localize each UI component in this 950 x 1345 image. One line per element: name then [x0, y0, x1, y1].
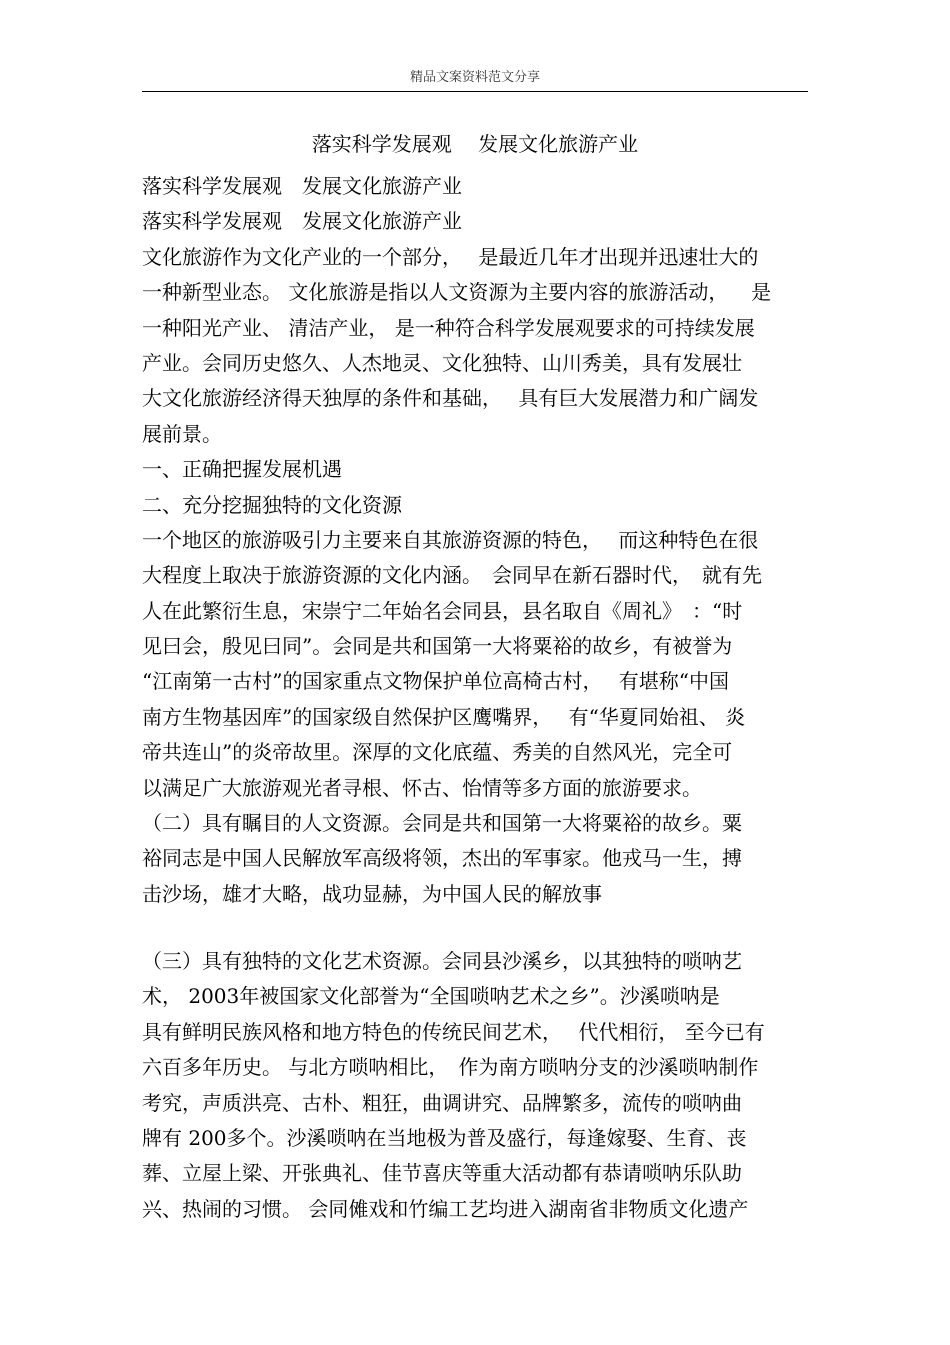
text-line: 牌有 200多个。沙溪唢呐在当地极为普及盛行，每逢嫁娶、生育、丧: [142, 1125, 747, 1150]
text-line: 大程度上取决于旅游资源的文化内涵。 会同早在新石器时代， 就有先: [142, 563, 762, 588]
text-line: 术， 2003年被国家文化部誉为“全国唢呐艺术之乡”。沙溪唢呐是: [142, 984, 720, 1009]
text-line: 一种阳光产业、 清洁产业， 是一种符合科学发展观要求的可持续发展: [142, 315, 755, 340]
text-line: 一、正确把握发展机遇: [142, 457, 342, 482]
text-line: （二）具有瞩目的人文资源。会同是共和国第一大将粟裕的故乡。粟: [142, 811, 742, 836]
text-line: 击沙场，雄才大略，战功显赫，为中国人民的解放事: [142, 881, 602, 906]
text-line: 考究，声质洪亮、古朴、粗狂，曲调讲究、品牌繁多，流传的唢呐曲: [142, 1090, 742, 1115]
text-line: 落实科学发展观 发展文化旅游产业: [142, 174, 462, 198]
body-text-part-1: [142, 169, 808, 912]
text-line: 产业。会同历史悠久、人杰地灵、文化独特、山川秀美，具有发展壮: [142, 350, 742, 375]
text-line: 二、充分挖掘独特的文化资源: [142, 492, 402, 517]
text-line: 裕同志是中国人民解放军高级将领，杰出的军事家。他戎马一生，搏: [142, 846, 742, 871]
text-line: 兴、热闹的习惯。 会同傩戏和竹编工艺均进入湖南省非物质文化遗产: [142, 1196, 749, 1221]
body-text-part-2: [142, 944, 808, 1227]
text-line: 一种新型业态。 文化旅游是指以人文资源为主要内容的旅游活动， 是: [142, 280, 772, 305]
text-line: 具有鲜明民族风格和地方特色的传统民间艺术， 代代相衍， 至今已有: [142, 1019, 765, 1044]
text-line: 六百多年历史。 与北方唢呐相比， 作为南方唢呐分支的沙溪唢呐制作: [142, 1055, 759, 1080]
text-line: 大文化旅游经济得天独厚的条件和基础， 具有巨大发展潜力和广阔发: [142, 386, 759, 411]
text-line: “江南第一古村”的国家重点文物保护单位高椅古村， 有堪称“中国: [142, 669, 730, 694]
text-line: 见曰会，殷见曰同”。会同是共和国第一大将粟裕的故乡，有被誉为: [142, 634, 733, 659]
text-line: 南方生物基因库”的国家级自然保护区鹰嘴界， 有“华夏同始祖、 炎: [142, 704, 746, 729]
text-line: 文化旅游作为文化产业的一个部分， 是最近几年才出现并迅速壮大的: [142, 244, 759, 269]
document-title: 落实科学发展观 发展文化旅游产业: [311, 132, 639, 156]
text-line: （三）具有独特的文化艺术资源。会同县沙溪乡，以其独特的唢呐艺: [142, 949, 742, 973]
header-rule: [142, 91, 808, 92]
text-line: 人在此繁衍生息，宋崇宁二年始名会同县，县名取自《周礼》 ：“时: [142, 598, 743, 623]
text-line: 一个地区的旅游吸引力主要来自其旅游资源的特色， 而这种特色在很: [142, 527, 759, 552]
text-line: 以满足广大旅游观光者寻根、怀古、怡情等多方面的旅游要求。: [142, 775, 702, 800]
text-line: 落实科学发展观 发展文化旅游产业: [142, 209, 462, 234]
text-line: 葬、立屋上梁、开张典礼、佳节喜庆等重大活动都有恭请唢呐乐队助: [142, 1161, 742, 1186]
text-line: 帝共连山”的炎帝故里。深厚的文化底蕴、秀美的自然风光，完全可: [142, 740, 733, 765]
text-line: 展前景。: [142, 421, 222, 446]
page-header: 精品文案资料范文分享: [409, 70, 540, 85]
